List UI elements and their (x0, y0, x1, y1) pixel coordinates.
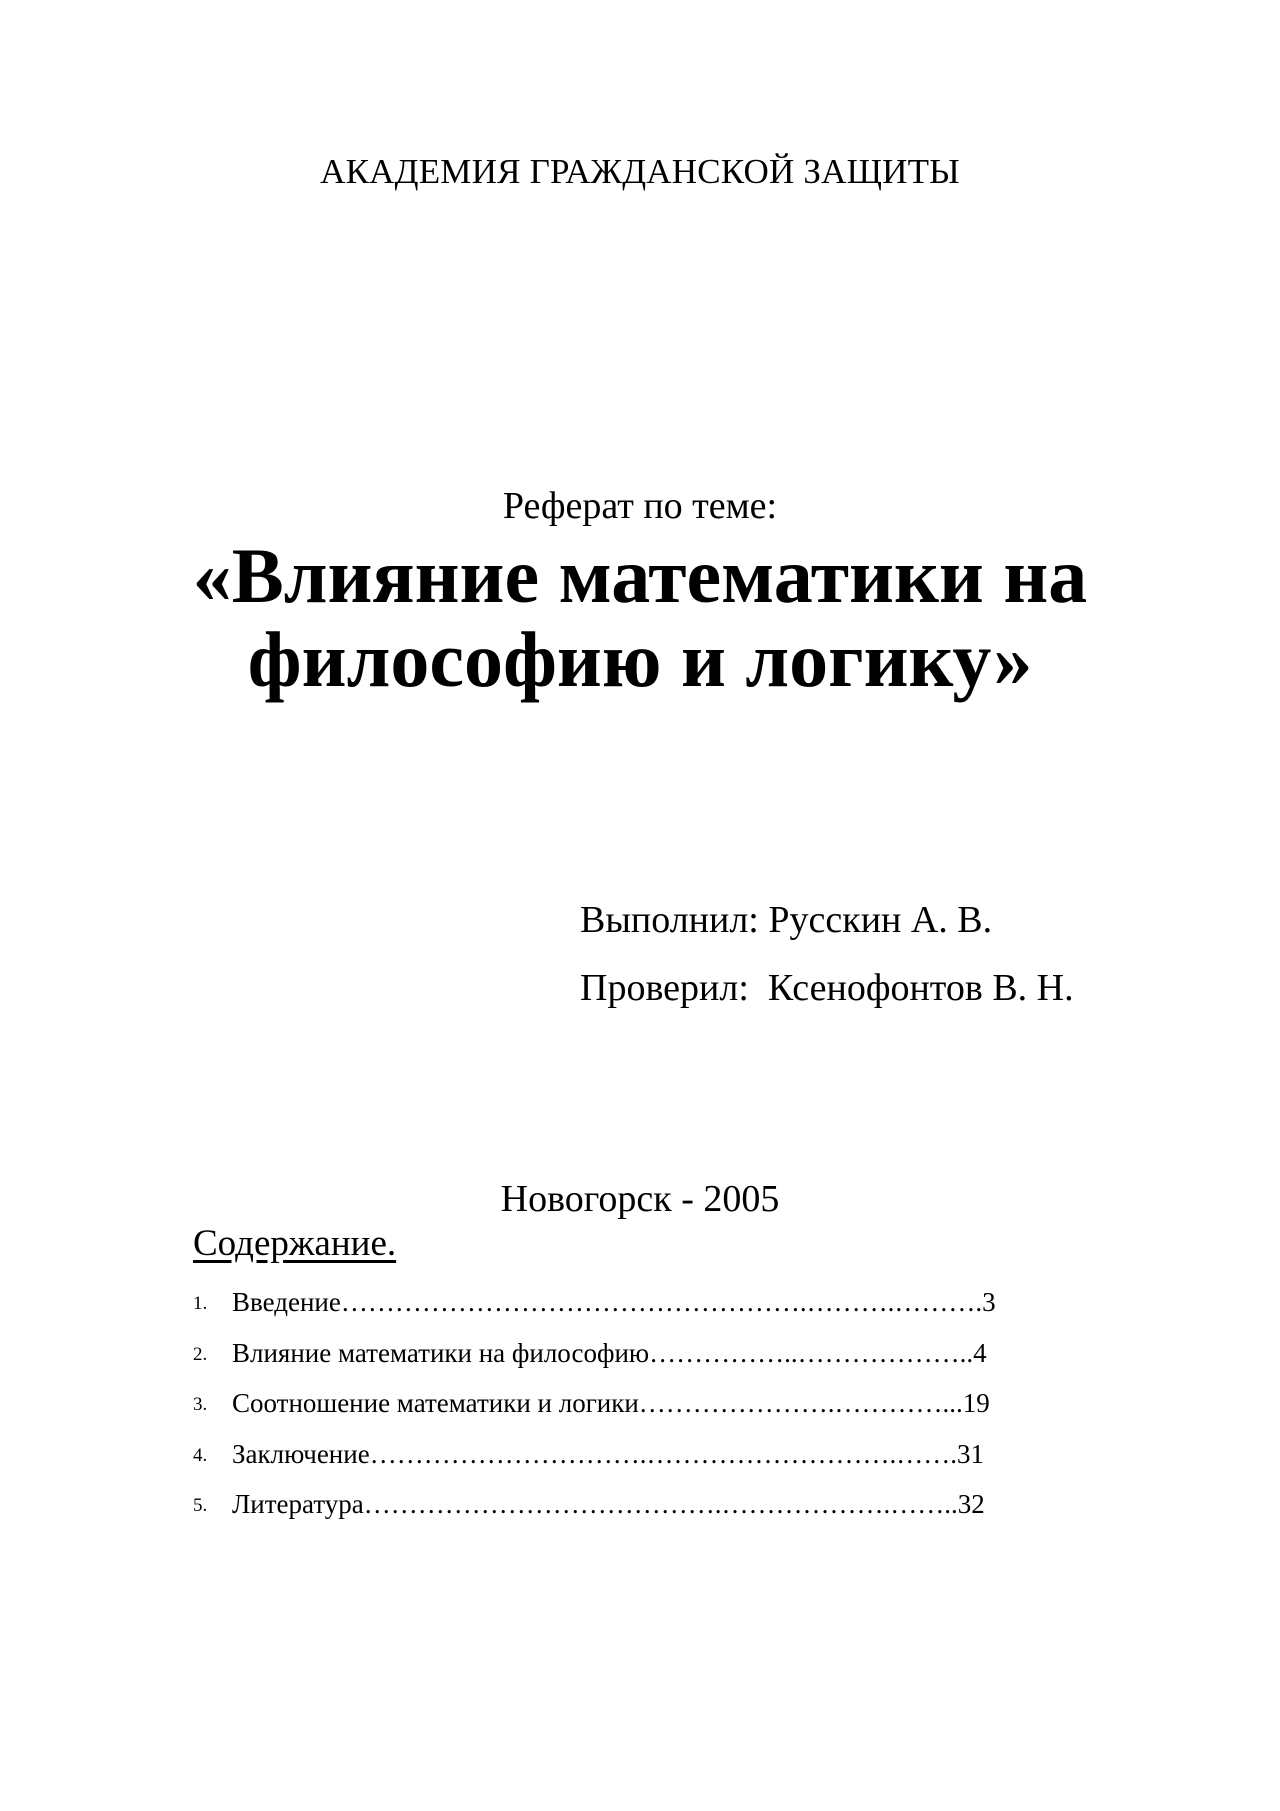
toc-item (193, 1333, 1093, 1384)
toc-heading: Содержание. (193, 1223, 397, 1264)
academy-name: АКАДЕМИЯ ГРАЖДАНСКОЙ ЗАЩИТЫ (320, 152, 960, 191)
toc-item (193, 1484, 1093, 1535)
essay-title-line-1: «Влияние математики на (192, 532, 1088, 619)
reviewer-credit: Проверил: Ксенофонтов В. Н. (580, 967, 1074, 1009)
city-year: Новогорск - 2005 (500, 1178, 780, 1220)
toc-item (193, 1434, 1093, 1485)
toc-item-number: 3. (193, 1394, 208, 1415)
essay-title-line-2: философию и логику» (247, 616, 1033, 703)
essay-title (0, 534, 1280, 702)
author-credit: Выполнил: Русскин А. В. (580, 899, 993, 941)
essay-subtitle: Реферат по теме: (502, 485, 778, 527)
toc-item-number: 1. (193, 1293, 208, 1314)
toc-item-number: 2. (193, 1343, 208, 1365)
toc-item-text: Литература………………………………….……………….……..32 (232, 1489, 985, 1519)
toc-item-number: 5. (193, 1495, 208, 1516)
toc-item-number: 4. (193, 1444, 208, 1466)
toc-item-text: Введение…………………………………………….……….……….3 (232, 1287, 996, 1317)
toc-item-text: Заключение………………………….……………………….…….31 (232, 1438, 984, 1469)
toc-item (193, 1282, 1093, 1333)
toc-item-text: Влияние математики на философию……………..………………..4 (232, 1337, 987, 1368)
toc-item (193, 1383, 1093, 1434)
table-of-contents (193, 1282, 1093, 1535)
toc-item-text: Соотношение математики и логики………………….…………...19 (232, 1388, 990, 1418)
